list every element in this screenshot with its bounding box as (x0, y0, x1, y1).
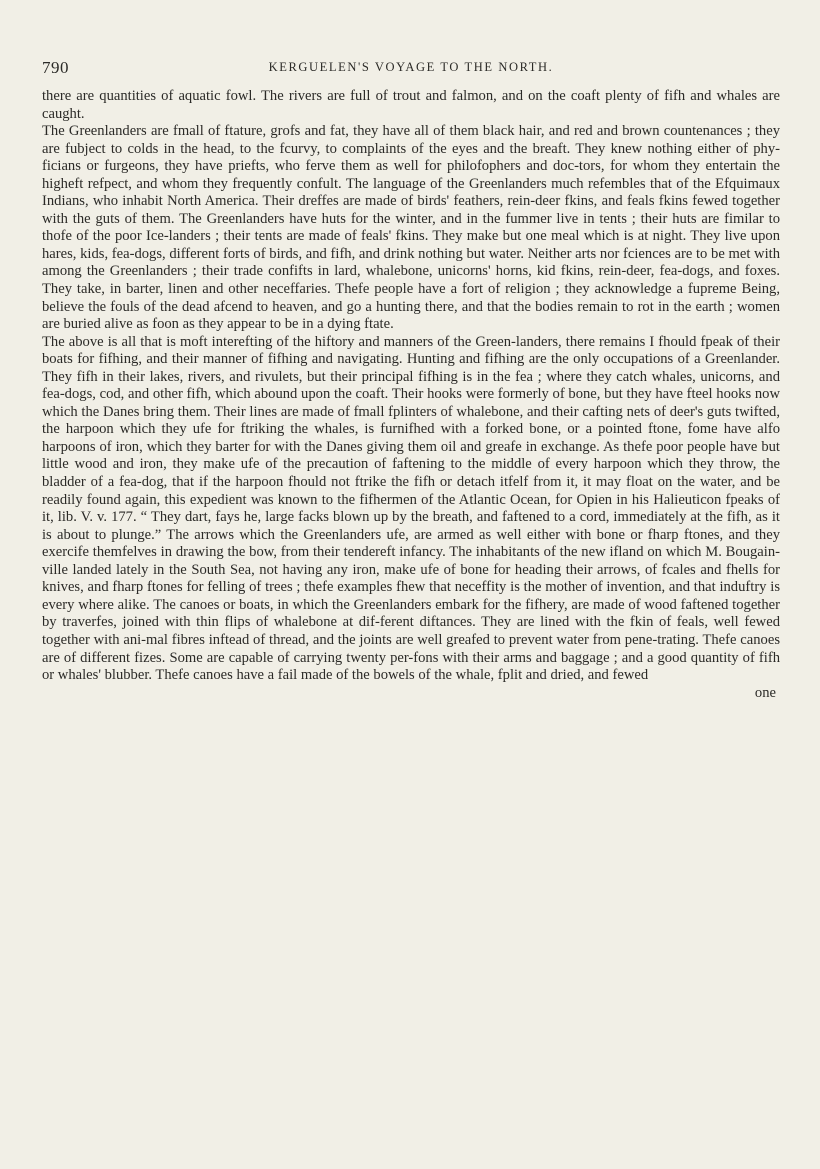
body-text (42, 88, 780, 685)
paragraph: The Greenlanders are fmall of ftature, grofs and fat, they have all of them black hair, and red and brown countenances ; they are fubject to colds in the head, to the fcurvy, to complaints of the eyes and the breaft. They knew nothing either of phy-ficians or furgeons, they have priefts, who ferve them as well for philofophers and doc-tors, for whom they entertain the higheft refpect, and whom they frequently confult. The language of the Greenlanders much refembles that of the Efquimaux Indians, who inhabit North America. Their dreffes are made of birds' feathers, rein-deer fkins, and feals fkins fewed together with the guts of them. The Greenlanders have huts for the winter, and in the fummer live in tents ; their huts are fimilar to thofe of the poor Ice-landers ; their tents are made of feals' fkins. They make but one meal which is at night. They live upon hares, kids, fea-dogs, different forts of birds, and fifh, and drink nothing but water. Neither arts nor fciences are to be met with among the Greenlanders ; their trade confifts in lard, whalebone, unicorns' horns, kid fkins, rein-deer, fea-dogs, and foxes. They take, in barter, linen and other neceffaries. Thefe people have a fort of religion ; they acknowledge a fupreme Being, believe the fouls of the dead afcend to heaven, and go a hunting there, and that the bodies remain to rot in the earth ; women are buried alive as foon as they appear to be in a dying ftate. (42, 123, 780, 333)
paragraph: The above is all that is moft interefting of the hiftory and manners of the Green-landers, there remains I fhould fpeak of their boats for fifhing, and their manner of fifhing and navigating. Hunting and fifhing are the only occupations of a Greenlander. They fifh in their lakes, rivers, and rivulets, but their principal fifhing is in the fea ; where they catch whales, unicorns, and fea-dogs, cod, and other fifh, which abound upon the coaft. Their hooks were formerly of bone, but they have fteel hooks now which the Danes bring them. Their lines are made of fmall fplinters of whalebone, and their cafting nets of deer's guts twifted, the harpoon which they ufe for ftriking the whales, is furnifhed with a forked bone, or a pointed ftone, fome have alfo harpoons of iron, which they barter for with the Danes giving them oil and greafe in exchange. As thefe poor people have but little wood and iron, they make ufe of the precaution of faftening to the middle of every harpoon which they throw, the bladder of a fea-dog, that if the harpoon fhould not ftrike the fifh or detach itfelf from it, it may float on the water, and be readily found again, this expedient was known to the fifhermen of the Atlantic Ocean, for Opien in his Halieuticon fpeaks of it, lib. V. v. 177. “ They dart, fays he, large facks blown up by the breath, and faftened to a cord, immediately at the fifh, as it is about to plunge.” The arrows which the Greenlanders ufe, are armed as well either with bone or fharp ftones, and they exercife themfelves in drawing the bow, from their tendereft infancy. The inhabitants of the new ifland on which M. Bougain-ville landed lately in the South Sea, not having any iron, make ufe of bone for heading their arrows, of fcales and fhells for knives, and fharp ftones for felling of trees ; thefe examples fhew that neceffity is the mother of invention, and that induftry is every where alike. The canoes or boats, in which the Greenlanders embark for the fifhery, are made of wood faftened together by traverfes, joined with thin flips of whalebone at dif-ferent diftances. They are lined with the fkin of feals, well fewed together with ani-mal fibres inftead of thread, and the joints are well greafed to prevent water from pene-trating. Thefe canoes are of different fizes. Some are capable of carrying twenty per-fons with their arms and baggage ; and a good quantity of fifh or whales' blubber. Thefe canoes have a fail made of the bowels of the whale, fplit and dried, and fewed (42, 333, 780, 684)
running-head: KERGUELEN'S VOYAGE TO THE NORTH. (268, 60, 554, 74)
paragraph: there are quantities of aquatic fowl. The rivers are full of trout and falmon, and on the coaft plenty of fifh and whales are caught. (42, 88, 780, 122)
catchword: one (754, 684, 776, 701)
page-number: 790 (42, 58, 69, 77)
page-header (42, 58, 780, 82)
